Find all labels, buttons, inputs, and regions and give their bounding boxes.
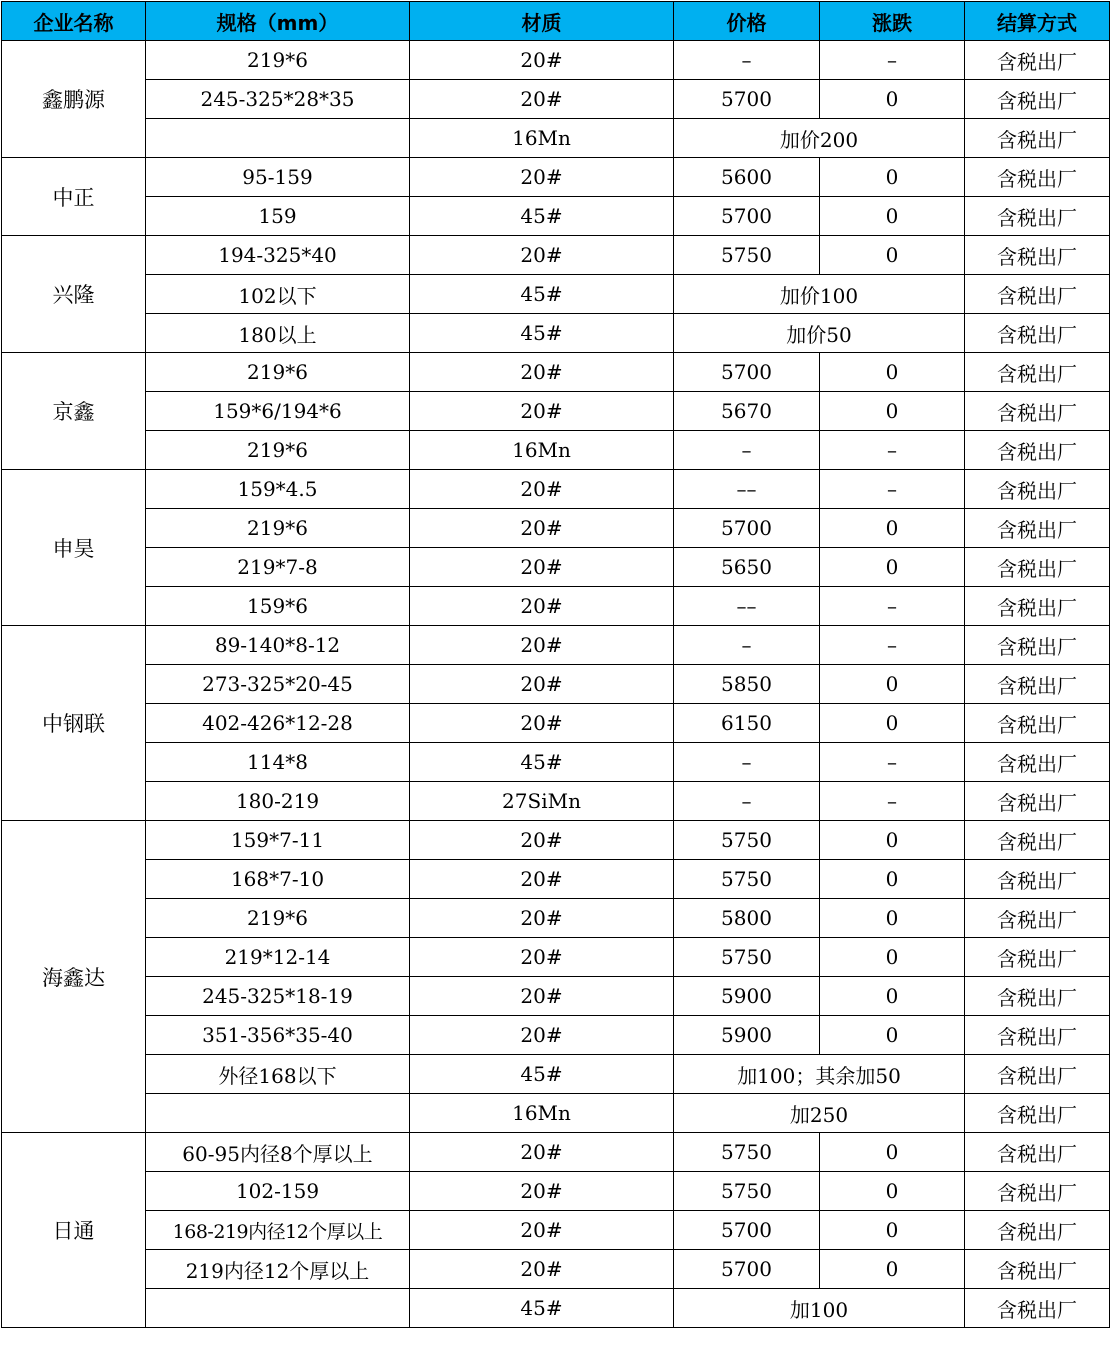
spec-cell: 168*7-10 — [146, 860, 410, 899]
material-cell: 45# — [410, 275, 674, 314]
spec-cell: 外径168以下 — [146, 1055, 410, 1094]
settlement-cell: 含税出厂 — [965, 158, 1110, 197]
spec-cell: 159*4.5 — [146, 470, 410, 509]
company-cell: 日通 — [2, 1133, 146, 1328]
price-cell: – — [674, 41, 820, 80]
table-row — [2, 548, 1110, 587]
table-row — [2, 197, 1110, 236]
settlement-cell: 含税出厂 — [965, 509, 1110, 548]
change-cell: 0 — [820, 197, 965, 236]
company-cell: 中钢联 — [2, 626, 146, 821]
spec-cell — [146, 1094, 410, 1133]
settlement-cell: 含税出厂 — [965, 392, 1110, 431]
change-cell: 0 — [820, 548, 965, 587]
change-cell: 0 — [820, 704, 965, 743]
material-cell: 20# — [410, 938, 674, 977]
price-cell: –– — [674, 470, 820, 509]
settlement-cell: 含税出厂 — [965, 1055, 1110, 1094]
settlement-cell: 含税出厂 — [965, 1211, 1110, 1250]
spec-cell: 219内径12个厚以上 — [146, 1250, 410, 1289]
table-row — [2, 158, 1110, 197]
price-cell: 5750 — [674, 821, 820, 860]
material-cell: 20# — [410, 80, 674, 119]
header-company: 企业名称 — [2, 2, 146, 41]
price-note-cell: 加250 — [674, 1094, 965, 1133]
settlement-cell: 含税出厂 — [965, 626, 1110, 665]
settlement-cell: 含税出厂 — [965, 236, 1110, 275]
material-cell: 20# — [410, 977, 674, 1016]
header-material: 材质 — [410, 2, 674, 41]
table-row — [2, 119, 1110, 158]
price-cell: – — [674, 626, 820, 665]
table-row — [2, 665, 1110, 704]
company-cell: 京鑫 — [2, 353, 146, 470]
price-cell: 5850 — [674, 665, 820, 704]
spec-cell: 159*7-11 — [146, 821, 410, 860]
price-note-cell: 加价200 — [674, 119, 965, 158]
material-cell: 20# — [410, 665, 674, 704]
settlement-cell: 含税出厂 — [965, 80, 1110, 119]
header-change: 涨跌 — [820, 2, 965, 41]
material-cell: 45# — [410, 743, 674, 782]
price-cell: 6150 — [674, 704, 820, 743]
price-cell: –– — [674, 587, 820, 626]
table-row — [2, 899, 1110, 938]
table-row — [2, 860, 1110, 899]
material-cell: 20# — [410, 860, 674, 899]
change-cell: – — [820, 587, 965, 626]
price-cell: 5900 — [674, 977, 820, 1016]
price-cell: 5750 — [674, 1133, 820, 1172]
price-cell: 5700 — [674, 197, 820, 236]
table-row — [2, 1289, 1110, 1328]
spec-cell: 159*6 — [146, 587, 410, 626]
settlement-cell: 含税出厂 — [965, 119, 1110, 158]
spec-cell: 159*6/194*6 — [146, 392, 410, 431]
change-cell: – — [820, 743, 965, 782]
spec-cell: 102-159 — [146, 1172, 410, 1211]
change-cell: – — [820, 470, 965, 509]
settlement-cell: 含税出厂 — [965, 665, 1110, 704]
change-cell: 0 — [820, 1250, 965, 1289]
material-cell: 45# — [410, 314, 674, 353]
header-settlement: 结算方式 — [965, 2, 1110, 41]
price-note-cell: 加100 — [674, 1289, 965, 1328]
settlement-cell: 含税出厂 — [965, 821, 1110, 860]
spec-cell: 180-219 — [146, 782, 410, 821]
table-row — [2, 392, 1110, 431]
spec-cell: 95-159 — [146, 158, 410, 197]
table-row — [2, 704, 1110, 743]
settlement-cell: 含税出厂 — [965, 860, 1110, 899]
header-price: 价格 — [674, 2, 820, 41]
price-cell: 5700 — [674, 1250, 820, 1289]
header-spec: 规格（mm） — [146, 2, 410, 41]
spec-cell: 60-95内径8个厚以上 — [146, 1133, 410, 1172]
price-cell: 5700 — [674, 509, 820, 548]
change-cell: 0 — [820, 1016, 965, 1055]
change-cell: – — [820, 431, 965, 470]
price-cell: – — [674, 782, 820, 821]
table-row — [2, 80, 1110, 119]
price-cell: 5670 — [674, 392, 820, 431]
change-cell: 0 — [820, 938, 965, 977]
spec-cell: 219*6 — [146, 899, 410, 938]
change-cell: 0 — [820, 236, 965, 275]
company-cell: 海鑫达 — [2, 821, 146, 1133]
change-cell: 0 — [820, 392, 965, 431]
change-cell: 0 — [820, 860, 965, 899]
table-row — [2, 1094, 1110, 1133]
price-cell: 5750 — [674, 1172, 820, 1211]
price-note-cell: 加价50 — [674, 314, 965, 353]
table-body — [2, 41, 1110, 1328]
change-cell: 0 — [820, 1211, 965, 1250]
table-row — [2, 470, 1110, 509]
settlement-cell: 含税出厂 — [965, 548, 1110, 587]
material-cell: 20# — [410, 1211, 674, 1250]
table-row — [2, 1133, 1110, 1172]
settlement-cell: 含税出厂 — [965, 938, 1110, 977]
material-cell: 20# — [410, 470, 674, 509]
spec-cell: 219*12-14 — [146, 938, 410, 977]
change-cell: – — [820, 782, 965, 821]
change-cell: 0 — [820, 158, 965, 197]
price-cell: 5700 — [674, 80, 820, 119]
spec-cell: 402-426*12-28 — [146, 704, 410, 743]
spec-cell: 245-325*18-19 — [146, 977, 410, 1016]
material-cell: 20# — [410, 1133, 674, 1172]
table-row — [2, 431, 1110, 470]
table-row — [2, 977, 1110, 1016]
company-cell: 鑫鹏源 — [2, 41, 146, 158]
spec-cell: 245-325*28*35 — [146, 80, 410, 119]
material-cell: 45# — [410, 1055, 674, 1094]
header-row — [2, 2, 1110, 41]
settlement-cell: 含税出厂 — [965, 1250, 1110, 1289]
material-cell: 20# — [410, 899, 674, 938]
spec-cell: 219*6 — [146, 431, 410, 470]
material-cell: 16Mn — [410, 119, 674, 158]
table-row — [2, 587, 1110, 626]
price-cell: 5900 — [674, 1016, 820, 1055]
price-cell: 5700 — [674, 1211, 820, 1250]
table-row — [2, 821, 1110, 860]
price-cell: 5750 — [674, 860, 820, 899]
spec-cell — [146, 1289, 410, 1328]
spec-cell: 159 — [146, 197, 410, 236]
price-cell: 5750 — [674, 938, 820, 977]
price-cell: 5700 — [674, 353, 820, 392]
price-cell: – — [674, 743, 820, 782]
material-cell: 20# — [410, 548, 674, 587]
settlement-cell: 含税出厂 — [965, 431, 1110, 470]
material-cell: 20# — [410, 392, 674, 431]
spec-cell: 351-356*35-40 — [146, 1016, 410, 1055]
settlement-cell: 含税出厂 — [965, 1094, 1110, 1133]
settlement-cell: 含税出厂 — [965, 1289, 1110, 1328]
settlement-cell: 含税出厂 — [965, 1016, 1110, 1055]
table-row — [2, 626, 1110, 665]
change-cell: 0 — [820, 665, 965, 704]
change-cell: – — [820, 41, 965, 80]
table-row — [2, 1250, 1110, 1289]
price-cell: 5750 — [674, 236, 820, 275]
material-cell: 16Mn — [410, 1094, 674, 1133]
material-cell: 20# — [410, 821, 674, 860]
settlement-cell: 含税出厂 — [965, 470, 1110, 509]
table-row — [2, 236, 1110, 275]
price-cell: 5600 — [674, 158, 820, 197]
price-note-cell: 加100；其余加50 — [674, 1055, 965, 1094]
table-row — [2, 1211, 1110, 1250]
spec-cell: 180以上 — [146, 314, 410, 353]
settlement-cell: 含税出厂 — [965, 899, 1110, 938]
table-row — [2, 938, 1110, 977]
change-cell: 0 — [820, 899, 965, 938]
settlement-cell: 含税出厂 — [965, 275, 1110, 314]
spec-cell — [146, 119, 410, 158]
table-row — [2, 1016, 1110, 1055]
settlement-cell: 含税出厂 — [965, 197, 1110, 236]
material-cell: 20# — [410, 41, 674, 80]
price-note-cell: 加价100 — [674, 275, 965, 314]
change-cell: 0 — [820, 80, 965, 119]
spec-cell: 273-325*20-45 — [146, 665, 410, 704]
settlement-cell: 含税出厂 — [965, 743, 1110, 782]
material-cell: 45# — [410, 1289, 674, 1328]
table-row — [2, 509, 1110, 548]
table-row — [2, 1172, 1110, 1211]
company-cell: 兴隆 — [2, 236, 146, 353]
material-cell: 20# — [410, 587, 674, 626]
spec-cell: 219*7-8 — [146, 548, 410, 587]
material-cell: 20# — [410, 704, 674, 743]
change-cell: 0 — [820, 977, 965, 1016]
table-row — [2, 353, 1110, 392]
material-cell: 16Mn — [410, 431, 674, 470]
company-cell: 中正 — [2, 158, 146, 236]
table-row — [2, 41, 1110, 80]
material-cell: 20# — [410, 509, 674, 548]
material-cell: 20# — [410, 1250, 674, 1289]
change-cell: 0 — [820, 509, 965, 548]
spec-cell: 114*8 — [146, 743, 410, 782]
spec-cell: 168-219内径12个厚以上 — [146, 1211, 410, 1250]
change-cell: 0 — [820, 821, 965, 860]
material-cell: 20# — [410, 626, 674, 665]
price-cell: 5800 — [674, 899, 820, 938]
settlement-cell: 含税出厂 — [965, 314, 1110, 353]
company-cell: 申昊 — [2, 470, 146, 626]
settlement-cell: 含税出厂 — [965, 977, 1110, 1016]
material-cell: 20# — [410, 1016, 674, 1055]
change-cell: 0 — [820, 1172, 965, 1211]
material-cell: 45# — [410, 197, 674, 236]
material-cell: 20# — [410, 1172, 674, 1211]
settlement-cell: 含税出厂 — [965, 41, 1110, 80]
material-cell: 20# — [410, 158, 674, 197]
spec-cell: 102以下 — [146, 275, 410, 314]
settlement-cell: 含税出厂 — [965, 587, 1110, 626]
spec-cell: 219*6 — [146, 353, 410, 392]
settlement-cell: 含税出厂 — [965, 1172, 1110, 1211]
price-cell: – — [674, 431, 820, 470]
settlement-cell: 含税出厂 — [965, 1133, 1110, 1172]
settlement-cell: 含税出厂 — [965, 782, 1110, 821]
settlement-cell: 含税出厂 — [965, 353, 1110, 392]
material-cell: 27SiMn — [410, 782, 674, 821]
spec-cell: 89-140*8-12 — [146, 626, 410, 665]
table-row — [2, 314, 1110, 353]
table-row — [2, 275, 1110, 314]
material-cell: 20# — [410, 353, 674, 392]
price-table — [1, 1, 1110, 1328]
spec-cell: 194-325*40 — [146, 236, 410, 275]
settlement-cell: 含税出厂 — [965, 704, 1110, 743]
table-row — [2, 743, 1110, 782]
table-row — [2, 782, 1110, 821]
table-row — [2, 1055, 1110, 1094]
change-cell: 0 — [820, 1133, 965, 1172]
spec-cell: 219*6 — [146, 509, 410, 548]
price-cell: 5650 — [674, 548, 820, 587]
change-cell: – — [820, 626, 965, 665]
material-cell: 20# — [410, 236, 674, 275]
change-cell: 0 — [820, 353, 965, 392]
spec-cell: 219*6 — [146, 41, 410, 80]
